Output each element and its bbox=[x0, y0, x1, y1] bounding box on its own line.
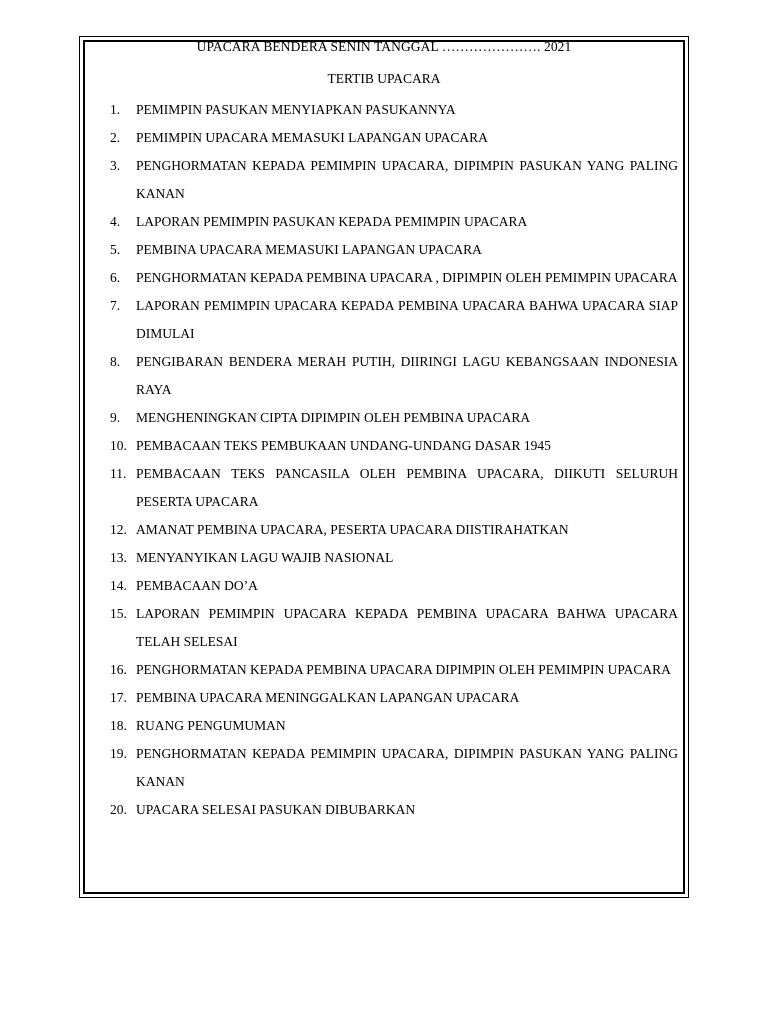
list-item bbox=[110, 684, 678, 712]
list-item bbox=[110, 544, 678, 572]
item-number: 2. bbox=[110, 130, 121, 145]
list-item bbox=[110, 208, 678, 236]
item-text: MENGHENINGKAN CIPTA DIPIMPIN OLEH PEMBINA UPACARA bbox=[136, 410, 531, 425]
list-item bbox=[110, 96, 678, 124]
list-item bbox=[110, 656, 678, 684]
list-item bbox=[110, 152, 678, 208]
list-item bbox=[110, 796, 678, 824]
item-text: MENYANYIKAN LAGU WAJIB NASIONAL bbox=[136, 550, 394, 565]
item-text: PEMBACAAN DO’A bbox=[136, 578, 258, 593]
item-text: RUANG PENGUMUMAN bbox=[136, 718, 286, 733]
item-text: PENGHORMATAN KEPADA PEMBINA UPACARA DIPIMPIN OLEH PEMIMPIN UPACARA bbox=[136, 662, 671, 677]
ceremony-order-list bbox=[110, 96, 678, 824]
list-item bbox=[110, 264, 678, 292]
item-text: PENGHORMATAN KEPADA PEMIMPIN UPACARA, DIPIMPIN PASUKAN YANG PALING KANAN bbox=[136, 746, 678, 789]
item-number: 18. bbox=[110, 718, 127, 733]
item-number: 10. bbox=[110, 438, 127, 453]
item-number: 13. bbox=[110, 550, 127, 565]
item-number: 6. bbox=[110, 270, 121, 285]
item-text: PEMBINA UPACARA MEMASUKI LAPANGAN UPACARA bbox=[136, 242, 482, 257]
document-title: UPACARA BENDERA SENIN TANGGAL …………………. 2021 bbox=[196, 39, 572, 54]
list-item bbox=[110, 600, 678, 656]
item-number: 8. bbox=[110, 354, 121, 369]
item-number: 20. bbox=[110, 802, 127, 817]
item-number: 15. bbox=[110, 606, 127, 621]
list-item bbox=[110, 236, 678, 264]
item-text: PENGHORMATAN KEPADA PEMIMPIN UPACARA, DIPIMPIN PASUKAN YANG PALING KANAN bbox=[136, 158, 678, 201]
list-item bbox=[110, 572, 678, 600]
item-text: PENGIBARAN BENDERA MERAH PUTIH, DIIRINGI LAGU KEBANGSAAN INDONESIA RAYA bbox=[136, 354, 678, 397]
item-number: 3. bbox=[110, 158, 121, 173]
item-text: LAPORAN PEMIMPIN UPACARA KEPADA PEMBINA UPACARA BAHWA UPACARA SIAP DIMULAI bbox=[136, 298, 678, 341]
item-text: PEMIMPIN UPACARA MEMASUKI LAPANGAN UPACARA bbox=[136, 130, 488, 145]
item-number: 19. bbox=[110, 746, 127, 761]
item-text: PEMIMPIN PASUKAN MENYIAPKAN PASUKANNYA bbox=[136, 102, 456, 117]
list-item bbox=[110, 740, 678, 796]
item-text: LAPORAN PEMIMPIN PASUKAN KEPADA PEMIMPIN UPACARA bbox=[136, 214, 528, 229]
list-item bbox=[110, 124, 678, 152]
item-text: PENGHORMATAN KEPADA PEMBINA UPACARA , DIPIMPIN OLEH PEMIMPIN UPACARA bbox=[136, 270, 678, 285]
item-number: 9. bbox=[110, 410, 121, 425]
list-item bbox=[110, 432, 678, 460]
list-item bbox=[110, 516, 678, 544]
item-number: 5. bbox=[110, 242, 121, 257]
list-item bbox=[110, 460, 678, 516]
item-number: 11. bbox=[110, 466, 127, 481]
item-number: 14. bbox=[110, 578, 127, 593]
item-number: 16. bbox=[110, 662, 127, 677]
item-text: PEMBACAAN TEKS PEMBUKAAN UNDANG-UNDANG DASAR 1945 bbox=[136, 438, 551, 453]
item-text: AMANAT PEMBINA UPACARA, PESERTA UPACARA DIISTIRAHATKAN bbox=[136, 522, 569, 537]
item-text: PEMBINA UPACARA MENINGGALKAN LAPANGAN UPACARA bbox=[136, 690, 520, 705]
item-number: 17. bbox=[110, 690, 127, 705]
list-item bbox=[110, 404, 678, 432]
item-number: 12. bbox=[110, 522, 127, 537]
item-text: UPACARA SELESAI PASUKAN DIBUBARKAN bbox=[136, 802, 416, 817]
list-item bbox=[110, 292, 678, 348]
item-text: PEMBACAAN TEKS PANCASILA OLEH PEMBINA UPACARA, DIIKUTI SELURUH PESERTA UPACARA bbox=[136, 466, 678, 509]
list-item bbox=[110, 348, 678, 404]
document-subtitle: TERTIB UPACARA bbox=[327, 71, 441, 86]
list-item bbox=[110, 712, 678, 740]
item-number: 4. bbox=[110, 214, 121, 229]
item-number: 1. bbox=[110, 102, 121, 117]
item-number: 7. bbox=[110, 298, 121, 313]
item-text: LAPORAN PEMIMPIN UPACARA KEPADA PEMBINA UPACARA BAHWA UPACARA TELAH SELESAI bbox=[136, 606, 678, 649]
